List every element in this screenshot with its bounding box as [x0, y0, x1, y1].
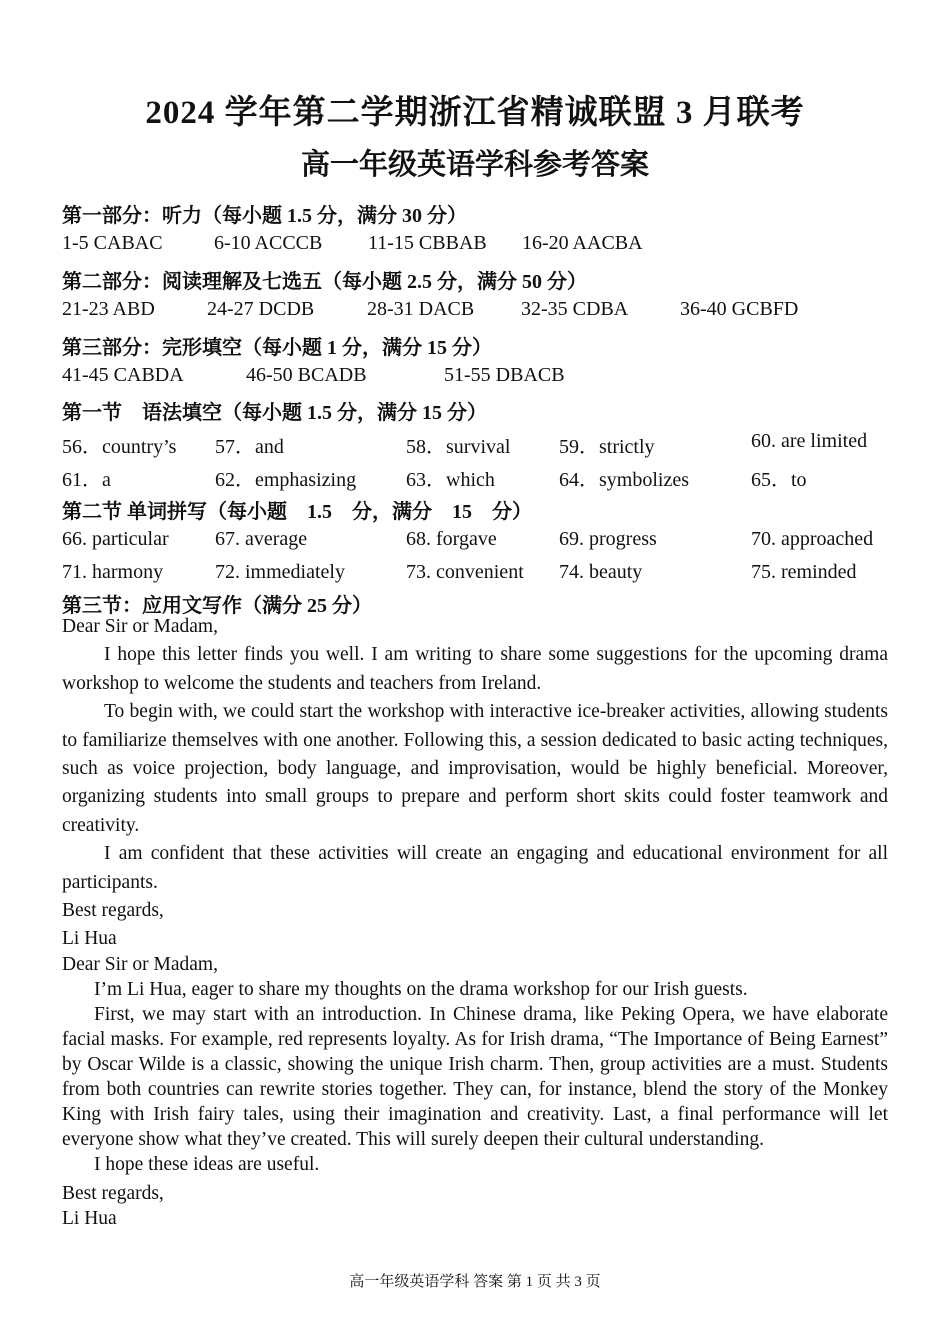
answer-item: 57．and — [215, 436, 284, 458]
letter-paragraph: I am confident that these activities will create an engaging and educational environment for all participants. — [62, 843, 888, 893]
page-footer: 高一年级英语学科 答案 第 1 页 共 3 页 — [349, 1274, 601, 1290]
letter-paragraph: I’m Li Hua, eager to share my thoughts on the drama workshop for our Irish guests. — [94, 979, 748, 1000]
answer-group: 16-20 AACBA — [522, 232, 643, 254]
answer-item: 70. approached — [751, 528, 874, 550]
part1-heading: 第一部分：听力（每小题 1.5 分，满分 30 分） — [62, 205, 467, 227]
exam-subtitle: 高一年级英语学科参考答案 — [300, 149, 649, 181]
answer-item: 71. harmony — [62, 561, 164, 583]
letter-closing: Best regards, — [62, 900, 164, 922]
answer-item: 62．emphasizing — [215, 469, 357, 491]
answer-group: 32-35 CDBA — [521, 298, 629, 320]
letter-greeting: Dear Sir or Madam, — [62, 954, 218, 975]
answer-item: 56．country’s — [62, 436, 177, 458]
answer-group: 21-23 ABD — [62, 298, 155, 320]
letter-signature: Li Hua — [62, 928, 117, 950]
answer-group: 41-45 CABDA — [62, 364, 184, 386]
answer-group: 24-27 DCDB — [207, 298, 315, 320]
answer-group: 46-50 BCADB — [246, 364, 367, 386]
letter-paragraph: I hope these ideas are useful. — [94, 1154, 320, 1175]
answer-item: 69. progress — [559, 528, 657, 550]
letter-paragraph: I hope this letter finds you well. I am writing to share some suggestions for the upcoming drama workshop to welcome the students and teachers from Ireland. — [62, 644, 888, 694]
letter-closing: Best regards, — [62, 1183, 164, 1204]
answer-item: 63．which — [406, 469, 495, 491]
answer-group: 6-10 ACCCB — [214, 232, 323, 254]
section3-heading: 第三节：应用文写作（满分 25 分） — [62, 595, 372, 617]
answer-item: 67. average — [215, 528, 308, 550]
answer-item: 66. particular — [62, 528, 169, 550]
answer-item: 58．survival — [406, 436, 511, 458]
answer-item: 61．a — [62, 469, 111, 491]
letter-paragraph: To begin with, we could start the workshop with interactive ice-breaker activities, allowing students to familiarize themselves with one another. Following this, a session dedicated to basic acting techniques, such as voice projection, body language, and improvisation, would be highly beneficial. Moreover, organizing students into small groups to prepare and perform short skits could foster teamwork and creativity. — [62, 701, 888, 836]
answer-item: 68. forgave — [406, 528, 497, 550]
answer-item: 64．symbolizes — [559, 469, 689, 491]
answer-group: 1-5 CABAC — [62, 232, 163, 254]
answer-item: 72. immediately — [215, 561, 345, 583]
answer-item: 60. are limited — [751, 430, 868, 452]
answer-item: 65．to — [751, 469, 807, 491]
sample-letter-1 — [62, 613, 888, 954]
answer-item: 73. convenient — [406, 561, 524, 583]
answer-item: 75. reminded — [751, 561, 857, 583]
answer-group: 11-15 CBBAB — [368, 232, 487, 254]
letter-greeting: Dear Sir or Madam, — [62, 616, 218, 637]
part2-heading: 第二部分：阅读理解及七选五（每小题 2.5 分，满分 50 分） — [62, 271, 587, 293]
section1-heading: 第一节 语法填空（每小题 1.5 分，满分 15 分） — [62, 402, 487, 424]
answer-item: 74. beauty — [559, 561, 643, 583]
answer-item: 59．strictly — [559, 436, 655, 458]
answer-group: 36-40 GCBFD — [680, 298, 799, 320]
part3-heading: 第三部分：完形填空（每小题 1 分，满分 15 分） — [62, 337, 492, 359]
letter-paragraph: First, we may start with an introduction. In Chinese drama, like Peking Opera, we have elaborate facial masks. For example, red represents loyalty. As for Irish drama, “The Importance of Being Earnest” by Oscar Wilde is a classic, showing the unique Irish charm. Then, group activities are a must. Students from both countries can rewrite stories together. They can, for instance, blend the story of the Monkey King with Irish fairy tales, using their imagination and creativity. Last, a final performance will let everyone show what they’ve created. This will surely deepen their cultural understanding. — [62, 1004, 888, 1150]
letter-signature: Li Hua — [62, 1208, 117, 1229]
sample-letter-2 — [62, 952, 888, 1231]
answer-group: 51-55 DBACB — [444, 364, 565, 386]
answer-group: 28-31 DACB — [367, 298, 475, 320]
section2-heading: 第二节 单词拼写（每小题 1.5 分，满分 15 分） — [62, 501, 532, 523]
exam-title: 2024 学年第二学期浙江省精诚联盟 3 月联考 — [145, 95, 805, 131]
